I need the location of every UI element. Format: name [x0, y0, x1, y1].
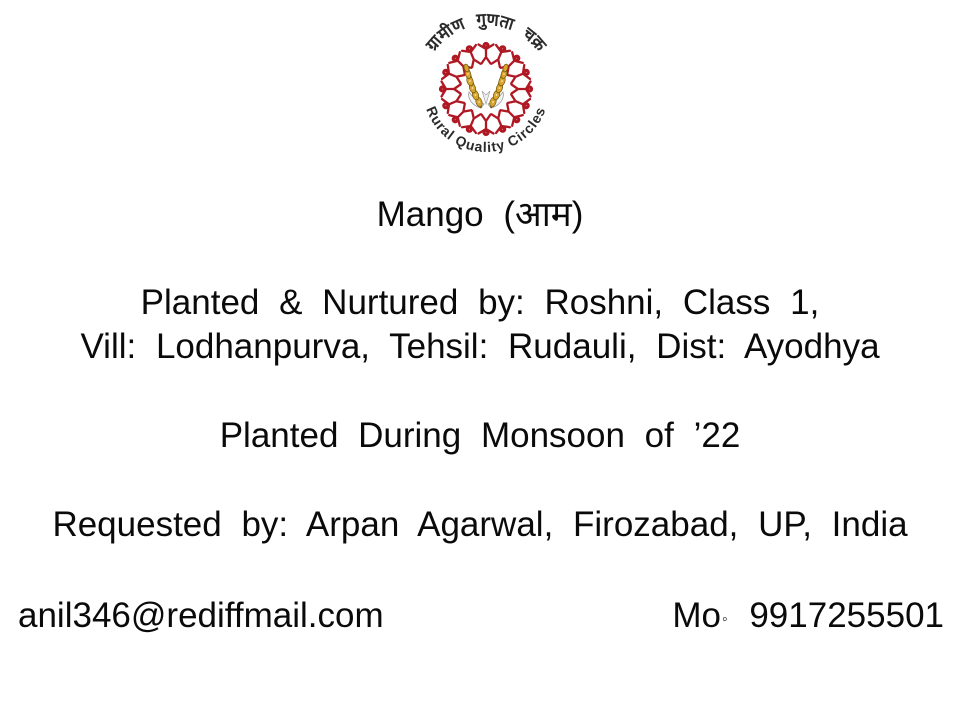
- phone-label: Mo: [672, 596, 721, 635]
- planted-by-line: Planted & Nurtured by: Roshni, Class 1,: [140, 283, 820, 322]
- contact-row: [0, 594, 960, 645]
- requested-by-line: Requested by: Arpan Agarwal, Firozabad, UP, India: [52, 505, 908, 544]
- phone-number: 9917255501: [749, 596, 944, 635]
- plant-title: Mango (आम): [376, 195, 584, 234]
- planted-by-block: [0, 281, 960, 369]
- logo-hindi-arc-text: ग्रामीण गुणता चक्र: [422, 9, 550, 56]
- contact-phone: [672, 594, 944, 645]
- season-line: Planted During Monsoon of ’22: [219, 416, 741, 455]
- rural-quality-circles-logo: [400, 5, 572, 165]
- abbreviation-mark: ◦: [721, 611, 728, 628]
- logo-english-arc-text: Rural Quality Circles: [423, 103, 549, 155]
- village-line: Vill: Lodhanpurva, Tehsil: Rudauli, Dist: Ayodhya: [80, 327, 880, 366]
- people-ring-icon: [441, 44, 532, 135]
- contact-email: anil346@rediffmail.com: [18, 596, 384, 635]
- logo-svg: [400, 5, 572, 165]
